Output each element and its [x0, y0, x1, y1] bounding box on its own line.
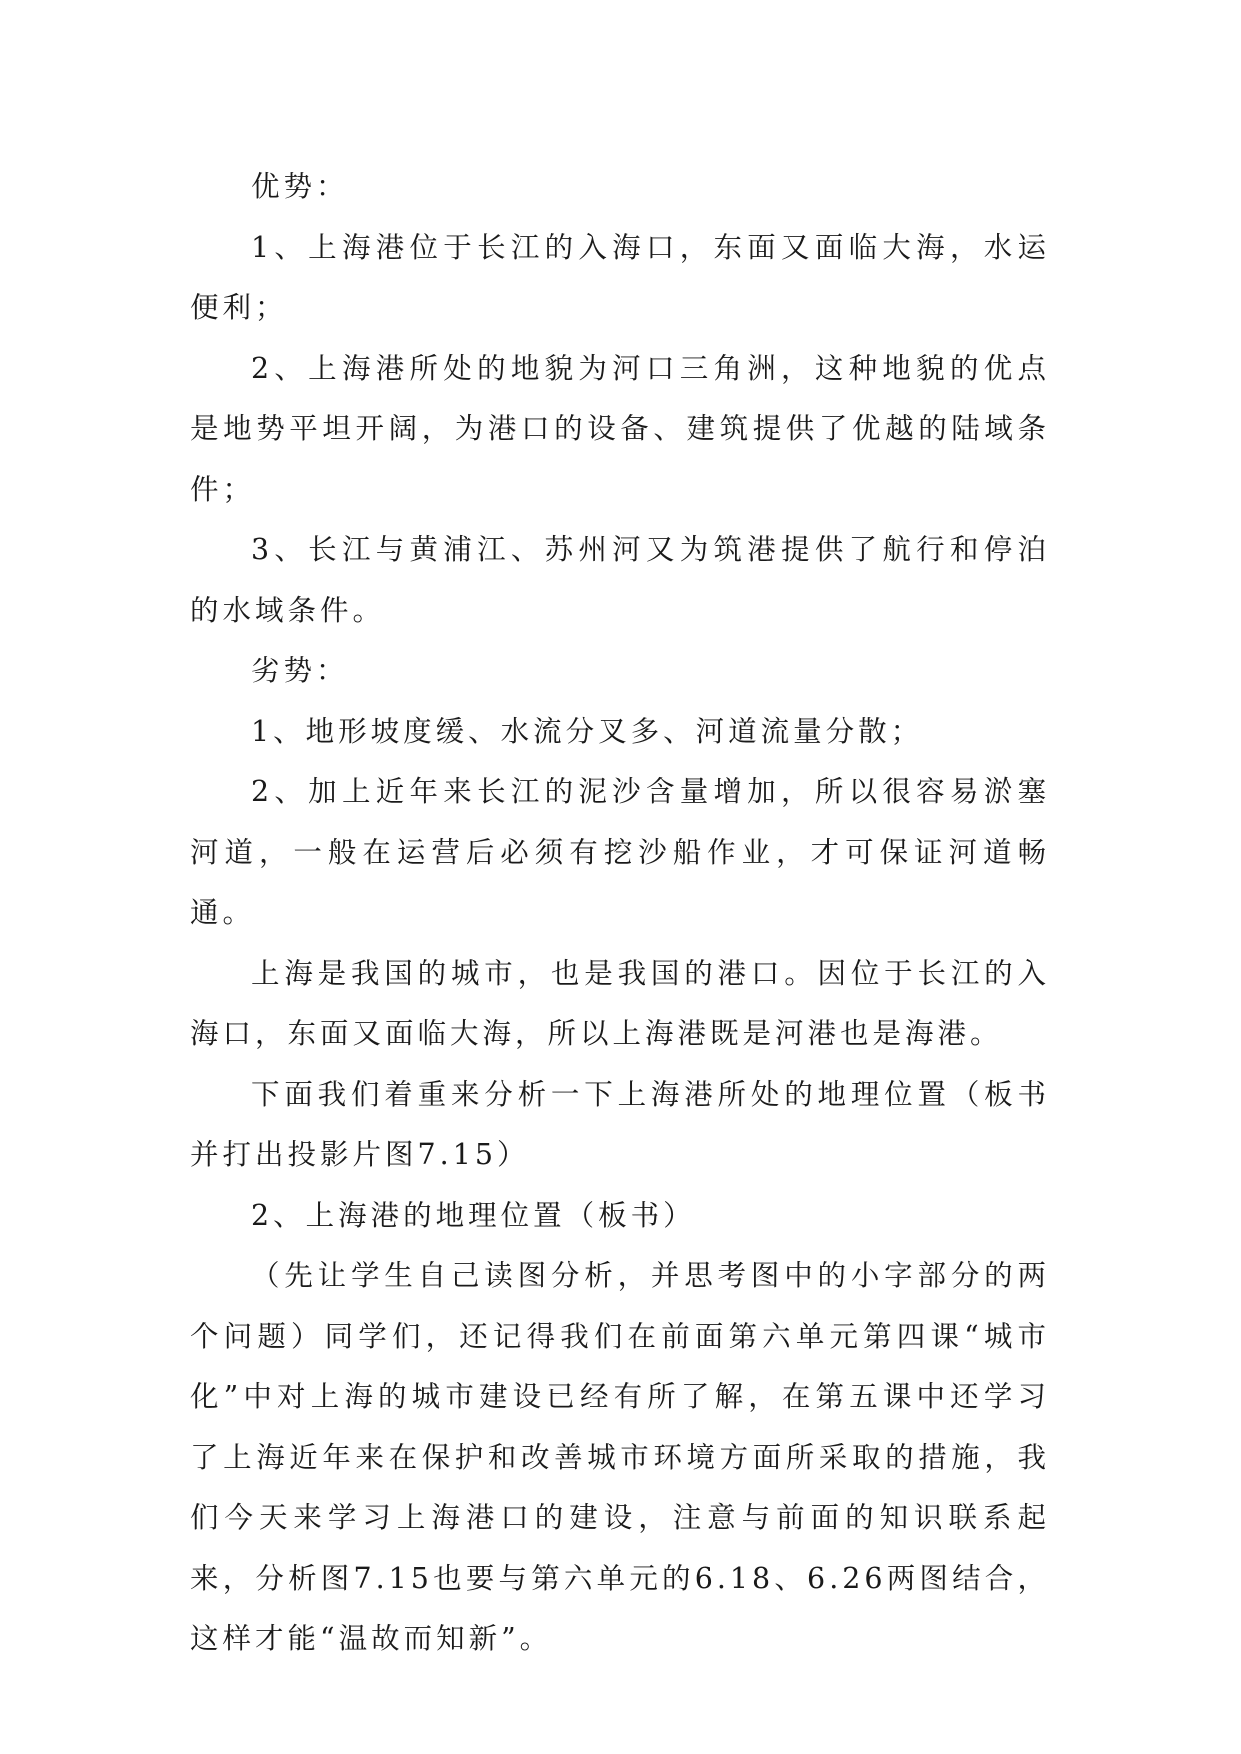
advantage-item-1: 1、上海港位于长江的入海口，东面又面临大海，水运便利；: [190, 230, 1050, 324]
advantage-item-3: 3、长江与黄浦江、苏州河又为筑港提供了航行和停泊的水域条件。: [190, 533, 1050, 627]
section-heading: 2、上海港的地理位置（板书）: [251, 1198, 696, 1232]
disadvantage-item-1: 1、地形坡度缓、水流分叉多、河道流量分散；: [251, 714, 924, 748]
body-paragraph: 下面我们着重来分析一下上海港所处的地理位置（板书并打出投影片图7.15）: [190, 1077, 1050, 1171]
heading-disadvantages: 劣势：: [251, 654, 349, 687]
heading-advantages: 优势：: [251, 170, 349, 203]
body-paragraph: （先让学生自己读图分析，并思考图中的小字部分的两个问题）同学们，还记得我们在前面第六单元第四课“城市化”中对上海的城市建设已经有所了解，在第五课中还学习了上海近年来在保护和改善城市环境方面所采取的措施，我们今天来学习上海港口的建设，注意与前面的知识联系起来，分析图7.15也要与第六单元的6.18、6.26两图结合，这样才能“温故而知新”。: [190, 1259, 1050, 1655]
advantage-item-2: 2、上海港所处的地貌为河口三角洲，这种地貌的优点是地势平坦开阔，为港口的设备、建筑提供了优越的陆域条件；: [190, 351, 1050, 506]
body-paragraph: 上海是我国的城市，也是我国的港口。因位于长江的入海口，东面又面临大海，所以上海港既是河港也是海港。: [190, 956, 1050, 1050]
disadvantage-item-2: 2、加上近年来长江的泥沙含量增加，所以很容易淤塞河道，一般在运营后必须有挖沙船作业，才可保证河道畅通。: [190, 775, 1050, 929]
document-body: [190, 157, 1050, 1670]
